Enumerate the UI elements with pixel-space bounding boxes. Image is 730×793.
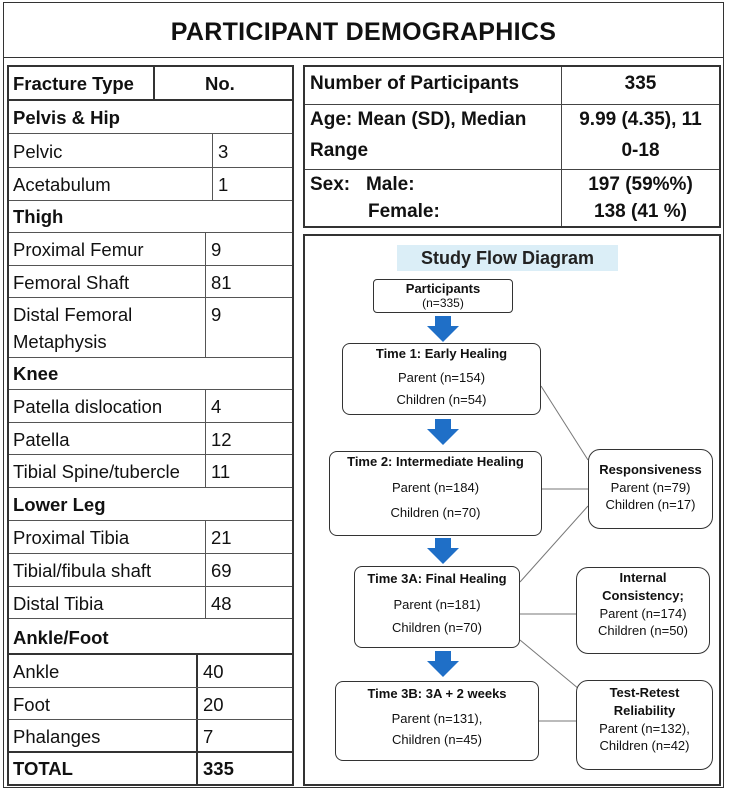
table-row: Ankle 40: [9, 655, 292, 688]
table-row: Proximal Femur 9: [9, 233, 292, 266]
table-row: Foot 20: [9, 688, 292, 720]
table-row: Femoral Shaft 81: [9, 266, 292, 298]
time2-box: Time 2: Intermediate Healing Parent (n=184) Children (n=70): [329, 451, 542, 536]
table-row-total: TOTAL 335: [9, 753, 292, 784]
participants-box: Participants (n=335): [373, 279, 513, 313]
time3b-box: Time 3B: 3A + 2 weeks Parent (n=131), Children (n=45): [335, 681, 539, 761]
time1-box: Time 1: Early Healing Parent (n=154) Children (n=54): [342, 343, 541, 415]
arrow-time1-time2: [427, 419, 459, 445]
table-row: Lower Leg: [9, 488, 292, 521]
table-row: Acetabulum 1: [9, 168, 292, 201]
table-row: Pelvis & Hip: [9, 101, 292, 134]
arrow-time2-time3a: [427, 538, 459, 564]
table-row: Distal Femoral Metaphysis 9: [9, 298, 292, 358]
flow-diagram-title: Study Flow Diagram: [397, 245, 618, 271]
fracture-table: [7, 65, 294, 786]
responsiveness-box: Responsiveness Parent (n=79) Children (n=17): [588, 449, 713, 529]
arrow-time3a-time3b: [427, 651, 459, 677]
study-flow-diagram: [303, 234, 721, 786]
table-row: Patella 12: [9, 423, 292, 455]
table-row: Ankle/Foot: [9, 619, 292, 655]
table-row: Thigh: [9, 201, 292, 233]
test-retest-box: Test-Retest Reliability Parent (n=132), Children (n=42): [576, 680, 713, 770]
table-row: Proximal Tibia 21: [9, 521, 292, 554]
table-row: Pelvic 3: [9, 134, 292, 168]
connector-time1-responsiveness: [541, 386, 588, 460]
table-row: Distal Tibia 48: [9, 587, 292, 619]
table-row: Tibial Spine/tubercle 11: [9, 455, 292, 488]
table-row: Patella dislocation 4: [9, 390, 292, 423]
table-row: Knee: [9, 358, 292, 390]
arrow-participants-time1: [427, 316, 459, 342]
header-fracture-type: Fracture Type: [13, 73, 134, 94]
internal-consistency-box: Internal Consistency; Parent (n=174) Children (n=50): [576, 567, 710, 654]
header-no: No.: [205, 73, 235, 94]
table-row: Phalanges 7: [9, 720, 292, 753]
table-row: Tibial/fibula shaft 69: [9, 554, 292, 587]
fracture-table-header: [9, 67, 292, 101]
time3a-box: Time 3A: Final Healing Parent (n=181) Children (n=70): [354, 566, 520, 648]
page-title: PARTICIPANT DEMOGRAPHICS: [4, 3, 723, 58]
demographics-table: Number of Participants 335 Age: Mean (SD), Median 9.99 (4.35), 11 Range 0-18 Sex: Male: 197 (59%%) Female: 138 (41 %): [303, 65, 721, 228]
